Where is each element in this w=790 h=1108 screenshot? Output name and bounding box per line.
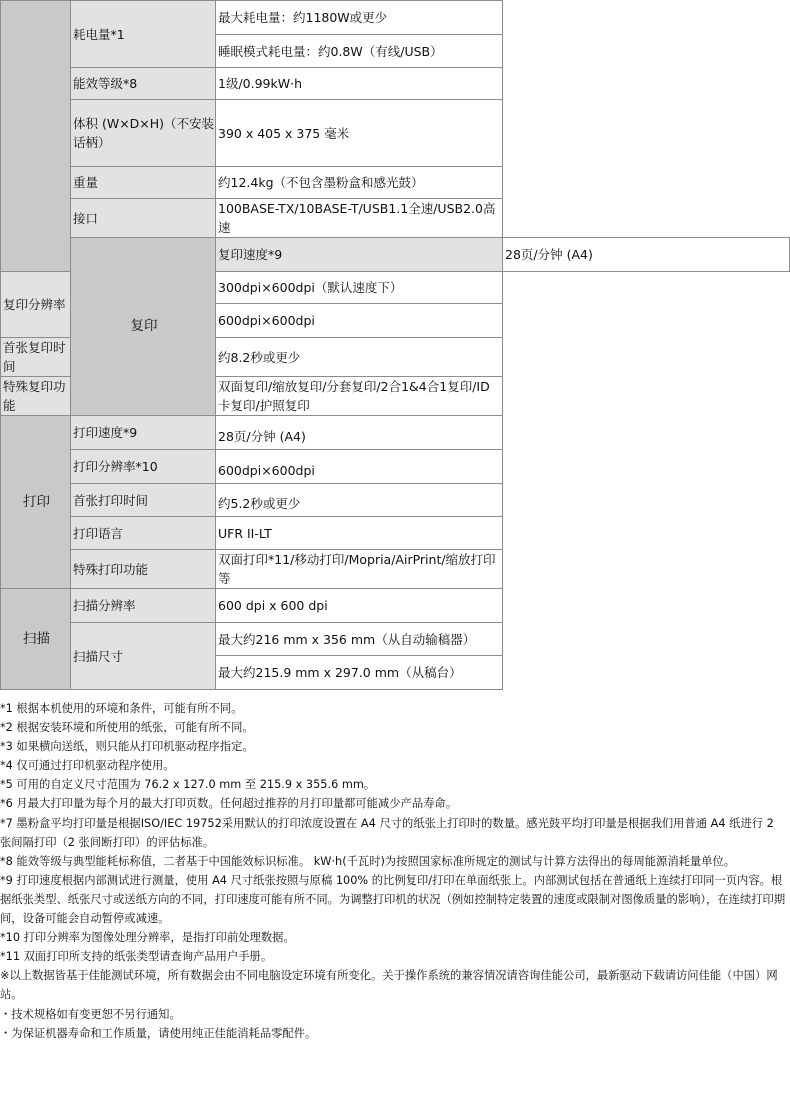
spec-value: 600 dpi x 600 dpi <box>216 589 503 623</box>
spec-label: 打印速度*9 <box>71 416 216 450</box>
footnote: *1 根据本机使用的环境和条件，可能有所不同。 <box>0 702 243 715</box>
spec-value: 双面复印/缩放复印/分套复印/2合1&4合1复印/ID卡复印/护照复印 <box>216 377 503 416</box>
spec-value: 600dpi×600dpi <box>216 450 503 484</box>
footnote: ・为保证机器寿命和工作质量，请使用纯正佳能消耗品零配件。 <box>0 1026 317 1040</box>
footnotes <box>0 699 788 1043</box>
spec-value: 100BASE-TX/10BASE-T/USB1.1全速/USB2.0高速 <box>216 199 503 238</box>
spec-label: 特殊复印功能 <box>1 377 71 416</box>
spec-value: 最大耗电量：约1180W或更少 <box>216 1 503 35</box>
footnote: ※以上数据皆基于佳能测试环境，所有数据会由不同电脑设定环境有所变化。关于操作系统的兼容情况请咨询佳能公司，最新驱动下载请访问佳能（中国）网站。 <box>0 969 778 1002</box>
spec-label: 复印速度*9 <box>216 238 503 272</box>
spec-label: 首张打印时间 <box>71 484 216 517</box>
footnote: *7 墨粉盒平均打印量是根据ISO/IEC 19752采用默认的打印浓度设置在 A4 尺寸的纸张上打印时的数量。感光鼓平均打印量是根据我们用普通 A4 纸进行 2 张间隔打印（2 张间断打印）的评估标准。 <box>0 816 774 849</box>
footnote: *6 月最大打印量为每个月的最大打印页数。任何超过推荐的月打印量都可能减少产品寿命。 <box>0 797 458 811</box>
footnote: *8 能效等级与典型能耗标称值，二者基于中国能效标识标准。 kW·h(千瓦时)为按照国家标准所规定的测试与计算方法得出的每周能源消耗量单位。 <box>0 854 736 868</box>
spec-value: 睡眠模式耗电量：约0.8W（有线/USB） <box>216 35 503 68</box>
spec-value: 约12.4kg（不包含墨粉盒和感光鼓） <box>216 167 503 199</box>
footnote: ・技术规格如有变更恕不另行通知。 <box>0 1007 181 1021</box>
spec-value: 300dpi×600dpi（默认速度下） <box>216 272 503 304</box>
spec-label: 体积 (W×D×H)（不安装话柄） <box>71 100 216 167</box>
spec-value: 约5.2秒或更少 <box>216 484 503 517</box>
spec-label: 重量 <box>71 167 216 199</box>
category-cell-copy: 复印 <box>71 238 216 416</box>
spec-value: 28页/分钟 (A4) <box>216 416 503 450</box>
spec-label: 能效等级*8 <box>71 68 216 100</box>
spec-label: 接口 <box>71 199 216 238</box>
spec-label: 打印语言 <box>71 517 216 550</box>
spec-value: 28页/分钟 (A4) <box>503 238 790 272</box>
spec-value: 最大约215.9 mm x 297.0 mm（从稿台） <box>216 656 503 690</box>
category-cell-print: 打印 <box>1 416 71 589</box>
footnote: *3 如果横向送纸，则只能从打印机驱动程序指定。 <box>0 740 254 754</box>
footnote: *2 根据安装环境和所使用的纸张，可能有所不同。 <box>0 721 254 735</box>
spec-value: 最大约216 mm x 356 mm（从自动输稿器） <box>216 623 503 656</box>
spec-value: 1级/0.99kW·h <box>216 68 503 100</box>
spec-label: 扫描尺寸 <box>71 623 216 690</box>
spec-label: 复印分辨率 <box>1 272 71 338</box>
spec-value: UFR II-LT <box>216 517 503 550</box>
spec-value: 600dpi×600dpi <box>216 304 503 338</box>
spec-label: 耗电量*1 <box>71 1 216 68</box>
footnote: *11 双面打印所支持的纸张类型请查询产品用户手册。 <box>0 950 273 964</box>
spec-value: 双面打印*11/移动打印/Mopria/AirPrint/缩放打印等 <box>216 550 503 589</box>
spec-label: 扫描分辨率 <box>71 589 216 623</box>
footnote: *4 仅可通过打印机驱动程序使用。 <box>0 759 175 773</box>
spec-label: 首张复印时间 <box>1 338 71 377</box>
spec-value: 390 x 405 x 375 毫米 <box>216 100 503 167</box>
spec-value: 约8.2秒或更少 <box>216 338 503 377</box>
spec-label: 打印分辨率*10 <box>71 450 216 484</box>
spec-label: 特殊打印功能 <box>71 550 216 589</box>
category-cell-scan: 扫描 <box>1 589 71 690</box>
footnote: *9 打印速度根据内部测试进行测量，使用 A4 尺寸纸张按照与原稿 100% 的比例复印/打印在单面纸张上。内部测试包括在普通纸上连续打印同一页内容。根据纸张类型、纸张尺寸或送纸方向的不同，打印速度可能有所不同。为调整打印机的状况（例如控制特定装置的速度或限制对图像质量的影响），在连续打印期间，设备可能会自动暂停或减速。 <box>0 873 786 926</box>
footnote: *10 打印分辨率为图像处理分辨率，是指打印前处理数据。 <box>0 931 295 945</box>
footnote: *5 可用的自定义尺寸范围为 76.2 x 127.0 mm 至 215.9 x 355.6 mm。 <box>0 778 376 792</box>
category-cell <box>1 1 71 272</box>
